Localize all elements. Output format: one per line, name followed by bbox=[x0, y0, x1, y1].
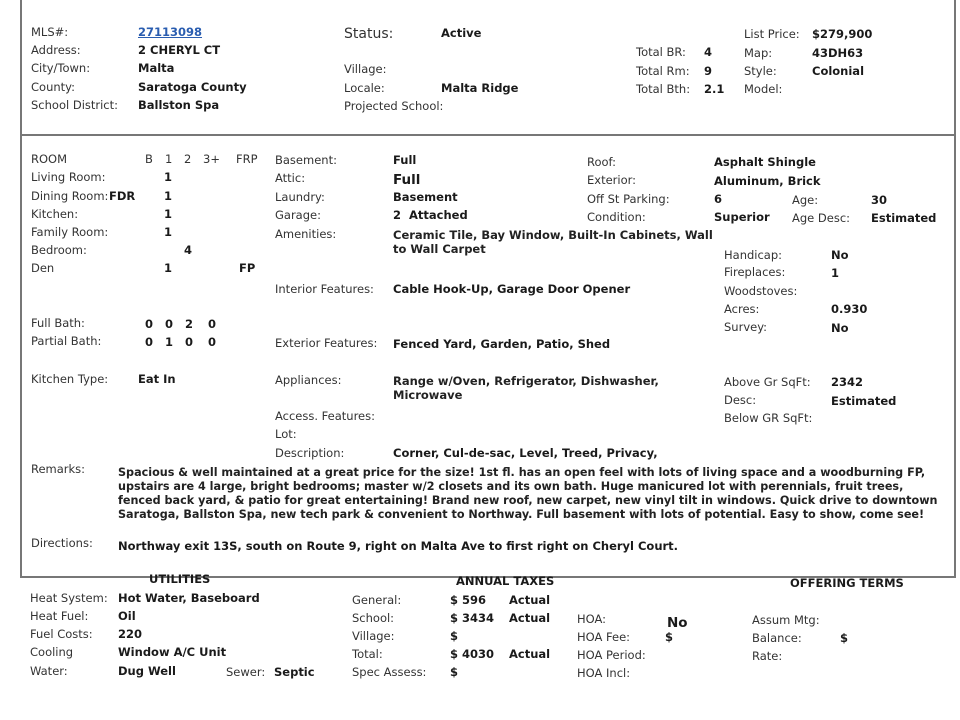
general-tax-value: $ 596 bbox=[450, 593, 487, 607]
rate-label: Rate: bbox=[752, 649, 783, 663]
basement-label: Basement: bbox=[275, 153, 337, 167]
mls-number-link[interactable]: 27113098 bbox=[138, 25, 203, 39]
total-br-label: Total BR: bbox=[636, 45, 686, 59]
garage-value: 2 Attached bbox=[393, 208, 468, 222]
family-room-count: 1 bbox=[164, 225, 173, 239]
total-tax-value: $ 4030 bbox=[450, 647, 495, 661]
style-value: Colonial bbox=[812, 64, 865, 78]
exterior-features-label: Exterior Features: bbox=[275, 336, 378, 350]
kitchen-type-label: Kitchen Type: bbox=[31, 372, 109, 386]
dining-room-count: 1 bbox=[164, 189, 173, 203]
taxes-title: ANNUAL TAXES bbox=[456, 574, 555, 588]
cooling-label: Cooling bbox=[30, 645, 74, 659]
heat-system-value: Hot Water, Baseboard bbox=[118, 591, 260, 605]
bedroom-count: 4 bbox=[184, 243, 193, 257]
roof-label: Roof: bbox=[587, 155, 617, 169]
hoa-value: No bbox=[667, 615, 688, 631]
above-grade-sqft-label: Above Gr SqFt: bbox=[724, 375, 811, 389]
section-divider-top bbox=[20, 134, 956, 136]
room-col-3: 3+ bbox=[203, 152, 220, 166]
age-value: 30 bbox=[871, 193, 888, 207]
cooling-value: Window A/C Unit bbox=[118, 645, 227, 659]
remarks-text: Spacious & well maintained at a great price for the size! 1st fl. has an open feel with lots of living space and a woodburning FP, upstairs are 4 large, bright bedrooms; master w/2 closets and its own bath. Huge manicured lot with perennials, fruit trees, fenced back yard, & patio for great entertaining! Brand new roof, new carpet, new vinyl tilt in windows. Quick drive to downtown Saratoga, Ballston Spa, new tech park & convenient to Northway. Full basement with lots of potential. Easy to show, come see! bbox=[118, 466, 938, 521]
age-label: Age: bbox=[792, 193, 819, 207]
total-bth-value: 2.1 bbox=[704, 82, 725, 96]
handicap-label: Handicap: bbox=[724, 248, 783, 262]
school-district-label: School District: bbox=[31, 98, 119, 112]
dining-room-label: Dining Room: bbox=[31, 189, 109, 203]
remarks-label: Remarks: bbox=[31, 462, 86, 476]
total-tax-type: Actual bbox=[509, 647, 551, 661]
kitchen-type-value: Eat In bbox=[138, 372, 176, 386]
general-tax-label: General: bbox=[352, 593, 402, 607]
room-col-b: B bbox=[145, 152, 153, 166]
exterior-label: Exterior: bbox=[587, 173, 637, 187]
total-bth-label: Total Bth: bbox=[636, 82, 691, 96]
partial-bath-1: 1 bbox=[165, 335, 174, 349]
appliances-label: Appliances: bbox=[275, 373, 342, 387]
water-label: Water: bbox=[30, 664, 68, 678]
village-label: Village: bbox=[344, 62, 387, 76]
appliances-value: Range w/Oven, Refrigerator, Dishwasher, Microwave bbox=[393, 374, 659, 402]
directions-text: Northway exit 13S, south on Route 9, right on Malta Ave to first right on Cheryl Court. bbox=[118, 539, 679, 553]
address-value: 2 CHERYL CT bbox=[138, 43, 221, 57]
partial-bath-2: 0 bbox=[185, 335, 194, 349]
amenities-value: Ceramic Tile, Bay Window, Built-In Cabinets, Wall to Wall Carpet bbox=[393, 228, 713, 256]
water-value: Dug Well bbox=[118, 664, 176, 678]
map-value: 43DH63 bbox=[812, 46, 864, 60]
partial-bath-b: 0 bbox=[145, 335, 154, 349]
utilities-title: UTILITIES bbox=[149, 572, 211, 586]
woodstoves-label: Woodstoves: bbox=[724, 284, 798, 298]
school-district-value: Ballston Spa bbox=[138, 98, 220, 112]
amenities-label: Amenities: bbox=[275, 227, 337, 241]
handicap-value: No bbox=[831, 248, 849, 262]
roof-value: Asphalt Shingle bbox=[714, 155, 816, 169]
full-bath-2: 2 bbox=[185, 317, 194, 331]
partial-bath-label: Partial Bath: bbox=[31, 334, 102, 348]
style-label: Style: bbox=[744, 64, 777, 78]
heat-fuel-value: Oil bbox=[118, 609, 136, 623]
acres-label: Acres: bbox=[724, 302, 760, 316]
mls-label: MLS#: bbox=[31, 25, 69, 39]
total-rm-value: 9 bbox=[704, 64, 713, 78]
laundry-value: Basement bbox=[393, 190, 458, 204]
map-label: Map: bbox=[744, 46, 773, 60]
locale-label: Locale: bbox=[344, 81, 385, 95]
sewer-value: Septic bbox=[274, 665, 315, 679]
school-tax-value: $ 3434 bbox=[450, 611, 495, 625]
address-label: Address: bbox=[31, 43, 81, 57]
list-price-label: List Price: bbox=[744, 27, 800, 41]
village-tax-value: $ bbox=[450, 629, 459, 643]
locale-value: Malta Ridge bbox=[441, 81, 519, 95]
condition-value: Superior bbox=[714, 210, 770, 224]
school-tax-label: School: bbox=[352, 611, 395, 625]
age-desc-label: Age Desc: bbox=[792, 211, 851, 225]
full-bath-1: 0 bbox=[165, 317, 174, 331]
access-features-label: Access. Features: bbox=[275, 409, 376, 423]
school-tax-type: Actual bbox=[509, 611, 551, 625]
balance-value: $ bbox=[840, 631, 849, 645]
above-grade-sqft-value: 2342 bbox=[831, 375, 864, 389]
room-col-frp: FRP bbox=[236, 152, 258, 166]
hoa-fee-label: HOA Fee: bbox=[577, 630, 631, 644]
hoa-fee-value: $ bbox=[665, 630, 674, 644]
county-value: Saratoga County bbox=[138, 80, 247, 94]
interior-features-label: Interior Features: bbox=[275, 282, 374, 296]
bedroom-label: Bedroom: bbox=[31, 243, 87, 257]
parking-value: 6 bbox=[714, 192, 723, 206]
below-grade-sqft-label: Below GR SqFt: bbox=[724, 411, 813, 425]
model-label: Model: bbox=[744, 82, 783, 96]
partial-bath-3: 0 bbox=[208, 335, 217, 349]
room-col-1: 1 bbox=[165, 152, 173, 166]
spec-assess-value: $ bbox=[450, 665, 459, 679]
exterior-value: Aluminum, Brick bbox=[714, 174, 821, 188]
attic-value: Full bbox=[393, 172, 421, 188]
kitchen-count: 1 bbox=[164, 207, 173, 221]
total-tax-label: Total: bbox=[352, 647, 383, 661]
dining-room-extra: FDR bbox=[109, 189, 136, 203]
interior-features-value: Cable Hook-Up, Garage Door Opener bbox=[393, 282, 631, 296]
fuel-costs-label: Fuel Costs: bbox=[30, 627, 93, 641]
family-room-label: Family Room: bbox=[31, 225, 109, 239]
projected-school-label: Projected School: bbox=[344, 99, 444, 113]
fireplaces-label: Fireplaces: bbox=[724, 265, 786, 279]
village-tax-label: Village: bbox=[352, 629, 395, 643]
age-desc-value: Estimated bbox=[871, 211, 937, 225]
parking-label: Off St Parking: bbox=[587, 192, 670, 206]
offering-terms-title: OFFERING TERMS bbox=[790, 576, 904, 590]
sewer-label: Sewer: bbox=[226, 665, 266, 679]
left-border bbox=[20, 0, 22, 578]
living-room-count: 1 bbox=[164, 170, 173, 184]
county-label: County: bbox=[31, 80, 75, 94]
den-label: Den bbox=[31, 261, 55, 275]
room-col-2: 2 bbox=[184, 152, 192, 166]
sqft-desc-label: Desc: bbox=[724, 393, 757, 407]
living-room-label: Living Room: bbox=[31, 170, 106, 184]
fireplaces-value: 1 bbox=[831, 266, 840, 280]
sqft-desc-value: Estimated bbox=[831, 394, 897, 408]
laundry-label: Laundry: bbox=[275, 190, 325, 204]
exterior-features-value: Fenced Yard, Garden, Patio, Shed bbox=[393, 337, 611, 351]
assum-mtg-label: Assum Mtg: bbox=[752, 613, 820, 627]
basement-value: Full bbox=[393, 153, 417, 167]
total-br-value: 4 bbox=[704, 45, 713, 59]
hoa-period-label: HOA Period: bbox=[577, 648, 646, 662]
lot-label: Lot: bbox=[275, 427, 297, 441]
full-bath-3: 0 bbox=[208, 317, 217, 331]
full-bath-label: Full Bath: bbox=[31, 316, 85, 330]
general-tax-type: Actual bbox=[509, 593, 551, 607]
city-label: City/Town: bbox=[31, 61, 91, 75]
den-fireplace: FP bbox=[239, 261, 256, 275]
condition-label: Condition: bbox=[587, 210, 646, 224]
balance-label: Balance: bbox=[752, 631, 802, 645]
room-header: ROOM bbox=[31, 152, 68, 166]
survey-label: Survey: bbox=[724, 320, 768, 334]
kitchen-label: Kitchen: bbox=[31, 207, 79, 221]
full-bath-b: 0 bbox=[145, 317, 154, 331]
heat-fuel-label: Heat Fuel: bbox=[30, 609, 89, 623]
survey-value: No bbox=[831, 321, 849, 335]
right-border bbox=[954, 0, 956, 578]
list-price-value: $279,900 bbox=[812, 27, 873, 41]
status-value: Active bbox=[441, 26, 482, 40]
total-rm-label: Total Rm: bbox=[636, 64, 690, 78]
spec-assess-label: Spec Assess: bbox=[352, 665, 427, 679]
description-label: Description: bbox=[275, 446, 345, 460]
status-label: Status: bbox=[344, 26, 394, 42]
acres-value: 0.930 bbox=[831, 302, 868, 316]
heat-system-label: Heat System: bbox=[30, 591, 108, 605]
hoa-label: HOA: bbox=[577, 612, 607, 626]
fuel-costs-value: 220 bbox=[118, 627, 143, 641]
den-count: 1 bbox=[164, 261, 173, 275]
city-value: Malta bbox=[138, 61, 175, 75]
description-value: Corner, Cul-de-sac, Level, Treed, Privacy, bbox=[393, 446, 658, 460]
attic-label: Attic: bbox=[275, 171, 306, 185]
garage-label: Garage: bbox=[275, 208, 321, 222]
hoa-incl-label: HOA Incl: bbox=[577, 666, 631, 680]
directions-label: Directions: bbox=[31, 536, 93, 550]
